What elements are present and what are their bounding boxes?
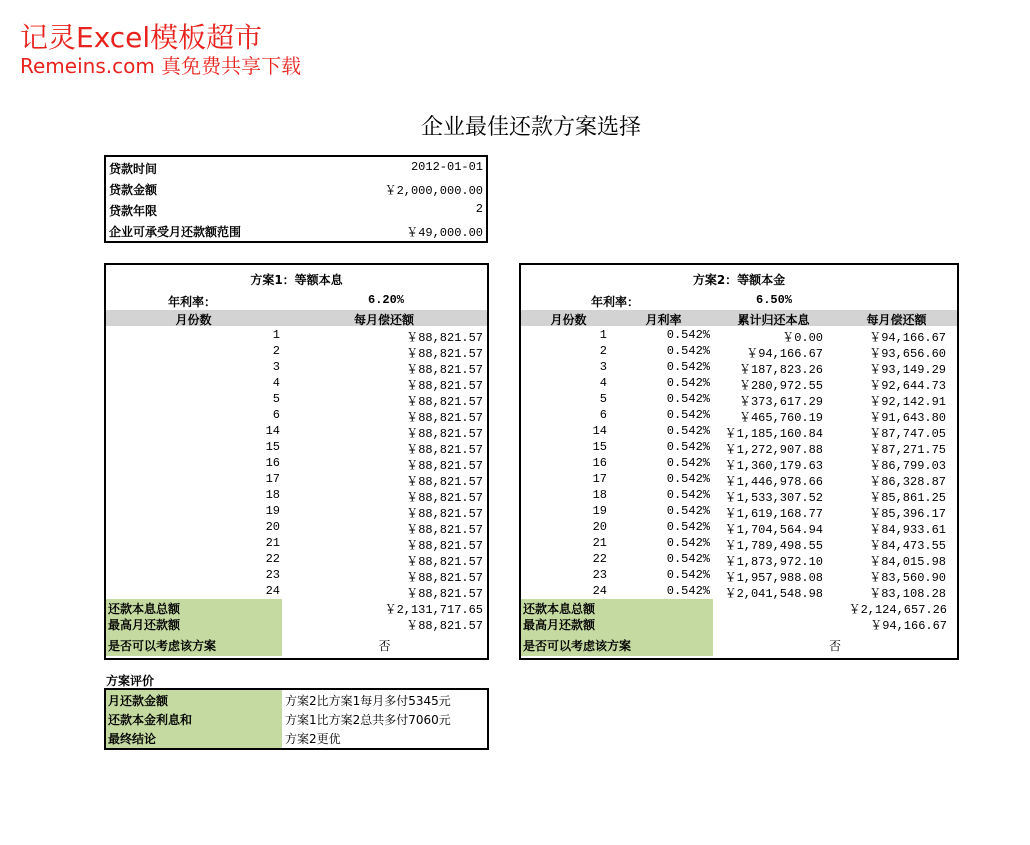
table-row — [106, 567, 487, 583]
cumulative-cell[interactable]: ￥1,272,907.88 — [724, 443, 823, 457]
loan-years-row — [106, 199, 486, 220]
plan2-rate-label: 年利率： — [591, 295, 640, 309]
table-row — [521, 551, 957, 567]
month-cell[interactable]: 1 — [272, 328, 280, 342]
payment-cell[interactable]: ￥85,861.25 — [869, 491, 946, 505]
month-cell[interactable]: 17 — [265, 472, 280, 486]
loan-amount-value[interactable]: ￥2,000,000.00 — [384, 184, 483, 198]
month-cell[interactable]: 2 — [272, 344, 280, 358]
plan2-header-payment: 每月偿还额 — [866, 313, 927, 327]
month-cell[interactable]: 4 — [599, 376, 607, 390]
plan1-max-row — [106, 615, 487, 631]
plan2-rate-value[interactable]: 6.50% — [756, 293, 793, 307]
table-row — [106, 327, 487, 343]
rate-cell[interactable]: 0.542% — [666, 472, 710, 486]
plan1-box — [104, 263, 489, 660]
table-row — [521, 423, 957, 439]
month-cell[interactable]: 4 — [272, 376, 280, 390]
evaluation-row-conclusion — [106, 728, 487, 747]
brand-title: 记灵Excel模板超市 — [20, 21, 263, 54]
rate-cell[interactable]: 0.542% — [666, 568, 710, 582]
evaluation-box — [104, 688, 489, 750]
plan2-header-rate: 月利率 — [645, 313, 682, 327]
plan2-total-value[interactable]: ￥2,124,657.26 — [848, 603, 947, 617]
plan2-total-row — [521, 599, 957, 615]
payment-cell[interactable]: ￥94,166.67 — [869, 331, 946, 345]
month-cell[interactable]: 24 — [592, 584, 607, 598]
loan-years-label: 贷款年限 — [109, 204, 158, 218]
month-cell[interactable]: 15 — [265, 440, 280, 454]
plan2-total-label: 还款本息总额 — [523, 602, 596, 616]
rate-cell[interactable]: 0.542% — [666, 488, 710, 502]
payment-cell[interactable]: ￥84,473.55 — [869, 539, 946, 553]
month-cell[interactable]: 23 — [592, 568, 607, 582]
payment-cell[interactable]: ￥84,015.98 — [869, 555, 946, 569]
plan2-header-cumulative: 累计归还本息 — [737, 313, 810, 327]
payment-cell[interactable]: ￥92,644.73 — [869, 379, 946, 393]
cumulative-cell[interactable]: ￥373,617.29 — [738, 395, 823, 409]
plan2-consider-label: 是否可以考虑该方案 — [523, 639, 632, 653]
table-row — [106, 423, 487, 439]
month-cell[interactable]: 3 — [272, 360, 280, 374]
plan1-rate-value[interactable]: 6.20% — [368, 293, 405, 307]
month-cell[interactable]: 19 — [592, 504, 607, 518]
rate-cell[interactable]: 0.542% — [666, 504, 710, 518]
cumulative-cell[interactable]: ￥465,760.19 — [738, 411, 823, 425]
month-cell[interactable]: 16 — [592, 456, 607, 470]
month-cell[interactable]: 20 — [265, 520, 280, 534]
month-cell[interactable]: 15 — [592, 440, 607, 454]
payment-cell[interactable]: ￥92,142.91 — [869, 395, 946, 409]
payment-cell[interactable]: ￥88,821.57 — [406, 411, 483, 425]
plan1-consider-row — [106, 636, 487, 652]
month-cell[interactable]: 2 — [599, 344, 607, 358]
table-row — [521, 503, 957, 519]
loan-info-box — [104, 155, 488, 243]
table-row — [106, 551, 487, 567]
table-row — [521, 407, 957, 423]
loan-date-label: 贷款时间 — [109, 162, 158, 176]
table-row — [521, 471, 957, 487]
table-row — [521, 375, 957, 391]
plan2-rows — [521, 327, 957, 599]
table-row — [521, 567, 957, 583]
rate-cell[interactable]: 0.542% — [666, 424, 710, 438]
rate-cell[interactable]: 0.542% — [666, 328, 710, 342]
rate-cell[interactable]: 0.542% — [666, 456, 710, 470]
payment-cell[interactable]: ￥86,799.03 — [869, 459, 946, 473]
plan1-max-value[interactable]: ￥88,821.57 — [406, 619, 483, 633]
payment-cell[interactable]: ￥87,271.75 — [869, 443, 946, 457]
loan-amount-row — [106, 178, 486, 199]
table-row — [106, 503, 487, 519]
payment-cell[interactable]: ￥88,821.57 — [406, 395, 483, 409]
plan2-max-value[interactable]: ￥94,166.67 — [870, 619, 947, 633]
cumulative-cell[interactable]: ￥1,619,168.77 — [724, 507, 823, 521]
month-cell[interactable]: 6 — [599, 408, 607, 422]
monthly-limit-label: 企业可承受月还款额范围 — [109, 225, 242, 239]
payment-cell[interactable]: ￥83,108.28 — [869, 587, 946, 601]
payment-cell[interactable]: ￥88,821.57 — [406, 475, 483, 489]
month-cell[interactable]: 23 — [265, 568, 280, 582]
rate-cell[interactable]: 0.542% — [666, 440, 710, 454]
cumulative-cell[interactable]: ￥1,446,978.66 — [724, 475, 823, 489]
month-cell[interactable]: 21 — [592, 536, 607, 550]
cumulative-cell[interactable]: ￥1,873,972.10 — [724, 555, 823, 569]
payment-cell[interactable]: ￥88,821.57 — [406, 379, 483, 393]
plan1-total-value[interactable]: ￥2,131,717.65 — [384, 603, 483, 617]
table-row — [106, 439, 487, 455]
loan-date-value[interactable]: 2012-01-01 — [410, 160, 483, 174]
plan2-header-row — [521, 310, 957, 326]
month-cell[interactable]: 22 — [592, 552, 607, 566]
payment-cell[interactable]: ￥88,821.57 — [406, 555, 483, 569]
month-cell[interactable]: 14 — [592, 424, 607, 438]
payment-cell[interactable]: ￥88,821.57 — [406, 459, 483, 473]
month-cell[interactable]: 18 — [592, 488, 607, 502]
plan2-consider-row — [521, 636, 957, 652]
table-row — [521, 343, 957, 359]
evaluation-monthly-value[interactable]: 方案2比方案1每月多付5345元 — [285, 694, 451, 708]
brand-logo — [20, 22, 301, 78]
table-row — [106, 487, 487, 503]
plan1-total-row — [106, 599, 487, 615]
monthly-limit-value[interactable]: ￥49,000.00 — [406, 226, 483, 240]
cumulative-cell[interactable]: ￥2,041,548.98 — [724, 587, 823, 601]
table-row — [106, 519, 487, 535]
evaluation-total-label: 还款本金利息和 — [108, 713, 193, 727]
table-row — [521, 455, 957, 471]
cumulative-cell[interactable]: ￥94,166.67 — [746, 347, 823, 361]
table-row — [106, 583, 487, 599]
cumulative-cell[interactable]: ￥0.00 — [782, 331, 823, 345]
table-row — [521, 583, 957, 599]
plan1-header-month: 月份数 — [175, 313, 212, 327]
page-title: 企业最佳还款方案选择 — [420, 115, 641, 140]
month-cell[interactable]: 18 — [265, 488, 280, 502]
table-row — [106, 535, 487, 551]
table-row — [521, 487, 957, 503]
rate-cell[interactable]: 0.542% — [666, 392, 710, 406]
month-cell[interactable]: 19 — [265, 504, 280, 518]
month-cell[interactable]: 5 — [272, 392, 280, 406]
month-cell[interactable]: 14 — [265, 424, 280, 438]
payment-cell[interactable]: ￥88,821.57 — [406, 331, 483, 345]
cumulative-cell[interactable]: ￥187,823.26 — [738, 363, 823, 377]
rate-cell[interactable]: 0.542% — [666, 344, 710, 358]
evaluation-conclusion-label: 最终结论 — [108, 732, 157, 746]
payment-cell[interactable]: ￥93,149.29 — [869, 363, 946, 377]
rate-cell[interactable]: 0.542% — [666, 376, 710, 390]
table-row — [106, 375, 487, 391]
month-cell[interactable]: 21 — [265, 536, 280, 550]
table-row — [521, 519, 957, 535]
table-row — [521, 327, 957, 343]
payment-cell[interactable]: ￥88,821.57 — [406, 539, 483, 553]
plan2-max-label: 最高月还款额 — [523, 618, 596, 632]
evaluation-row-total — [106, 709, 487, 728]
payment-cell[interactable]: ￥88,821.57 — [406, 507, 483, 521]
cumulative-cell[interactable]: ￥1,704,564.94 — [724, 523, 823, 537]
loan-amount-label: 贷款金额 — [109, 183, 158, 197]
table-row — [106, 407, 487, 423]
payment-cell[interactable]: ￥91,643.80 — [869, 411, 946, 425]
plan1-consider-label: 是否可以考虑该方案 — [108, 639, 217, 653]
cumulative-cell[interactable]: ￥1,185,160.84 — [724, 427, 823, 441]
payment-cell[interactable]: ￥88,821.57 — [406, 427, 483, 441]
month-cell[interactable]: 22 — [265, 552, 280, 566]
table-row — [106, 455, 487, 471]
payment-cell[interactable]: ￥84,933.61 — [869, 523, 946, 537]
plan2-box — [519, 263, 959, 660]
table-row — [521, 535, 957, 551]
plan2-header-month: 月份数 — [550, 313, 587, 327]
payment-cell[interactable]: ￥88,821.57 — [406, 587, 483, 601]
table-row — [106, 359, 487, 375]
plan1-header-row — [106, 310, 487, 326]
rate-cell[interactable]: 0.542% — [666, 408, 710, 422]
payment-cell[interactable]: ￥88,821.57 — [406, 347, 483, 361]
plan1-rows — [106, 327, 487, 599]
payment-cell[interactable]: ￥88,821.57 — [406, 523, 483, 537]
table-row — [521, 359, 957, 375]
table-row — [106, 471, 487, 487]
cumulative-cell[interactable]: ￥1,957,988.08 — [724, 571, 823, 585]
cumulative-cell[interactable]: ￥1,533,307.52 — [724, 491, 823, 505]
rate-cell[interactable]: 0.542% — [666, 536, 710, 550]
plan1-total-label: 还款本息总额 — [108, 602, 181, 616]
month-cell[interactable]: 3 — [599, 360, 607, 374]
payment-cell[interactable]: ￥93,656.60 — [869, 347, 946, 361]
evaluation-monthly-label: 月还款金额 — [108, 694, 169, 708]
evaluation-row-monthly — [106, 690, 487, 709]
plan1-max-label: 最高月还款额 — [108, 618, 181, 632]
payment-cell[interactable]: ￥88,821.57 — [406, 443, 483, 457]
payment-cell[interactable]: ￥83,560.90 — [869, 571, 946, 585]
brand-subtitle: Remeins.com 真免费共享下载 — [20, 54, 302, 78]
plan1-consider-value[interactable]: 否 — [378, 639, 391, 653]
table-row — [521, 391, 957, 407]
loan-date-row — [106, 157, 486, 178]
payment-cell[interactable]: ￥88,821.57 — [406, 363, 483, 377]
payment-cell[interactable]: ￥85,396.17 — [869, 507, 946, 521]
month-cell[interactable]: 16 — [265, 456, 280, 470]
cumulative-cell[interactable]: ￥1,360,179.63 — [724, 459, 823, 473]
table-row — [521, 439, 957, 455]
evaluation-total-value[interactable]: 方案1比方案2总共多付7060元 — [285, 713, 451, 727]
month-cell[interactable]: 24 — [265, 584, 280, 598]
month-cell[interactable]: 6 — [272, 408, 280, 422]
cumulative-cell[interactable]: ￥280,972.55 — [738, 379, 823, 393]
rate-cell[interactable]: 0.542% — [666, 584, 710, 598]
cumulative-cell[interactable]: ￥1,789,498.55 — [724, 539, 823, 553]
plan2-consider-value[interactable]: 否 — [828, 639, 841, 653]
rate-cell[interactable]: 0.542% — [666, 552, 710, 566]
month-cell[interactable]: 1 — [599, 328, 607, 342]
plan1-rate-label: 年利率： — [168, 295, 217, 309]
plan2-max-row — [521, 615, 957, 631]
payment-cell[interactable]: ￥87,747.05 — [869, 427, 946, 441]
rate-cell[interactable]: 0.542% — [666, 360, 710, 374]
plan1-header-payment: 每月偿还额 — [353, 313, 414, 327]
plan1-title: 方案1：等额本息 — [250, 273, 343, 287]
payment-cell[interactable]: ￥88,821.57 — [406, 571, 483, 585]
payment-cell[interactable]: ￥88,821.57 — [406, 491, 483, 505]
rate-cell[interactable]: 0.542% — [666, 520, 710, 534]
evaluation-conclusion-value[interactable]: 方案2更优 — [285, 732, 341, 746]
monthly-limit-row — [106, 220, 486, 241]
payment-cell[interactable]: ￥86,328.87 — [869, 475, 946, 489]
month-cell[interactable]: 17 — [592, 472, 607, 486]
month-cell[interactable]: 5 — [599, 392, 607, 406]
evaluation-title: 方案评价 — [106, 674, 155, 688]
table-row — [106, 343, 487, 359]
table-row — [106, 391, 487, 407]
plan2-title: 方案2：等额本金 — [692, 273, 786, 287]
month-cell[interactable]: 20 — [592, 520, 607, 534]
loan-years-value[interactable]: 2 — [475, 202, 483, 216]
